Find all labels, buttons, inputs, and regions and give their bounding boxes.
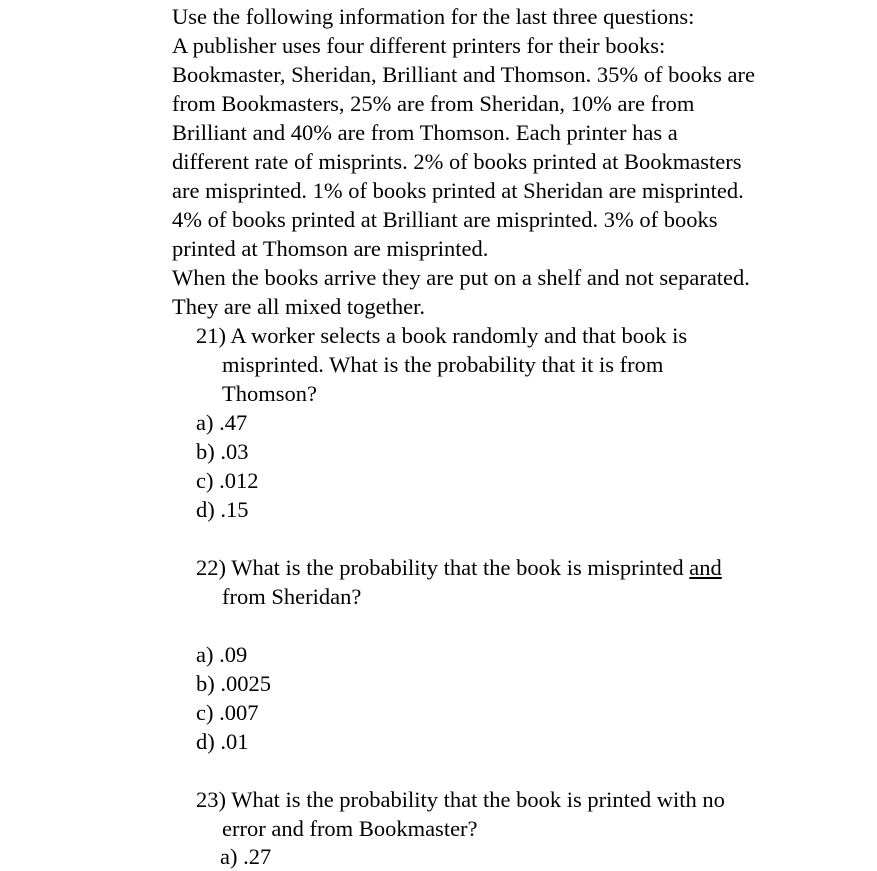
document-page — [172, 2, 862, 843]
choice-d: d) .01 — [196, 729, 249, 754]
question-21-choices — [196, 408, 862, 524]
question-22-choices — [196, 640, 862, 756]
intro-line: Bookmaster, Sheridan, Brilliant and Thomson. 35% of books are — [172, 62, 755, 87]
question-23-text — [196, 785, 862, 843]
intro-line: from Bookmasters, 25% are from Sheridan, 10% are from — [172, 91, 695, 116]
question-22-line: 22) What is the probability that the book is misprinted — [196, 555, 690, 580]
spacer — [172, 611, 862, 640]
choice-a: a) .09 — [196, 642, 248, 667]
intro-line: are misprinted. 1% of books printed at Sheridan are misprinted. — [172, 178, 744, 203]
choice-a: a) .47 — [196, 410, 248, 435]
question-21 — [196, 321, 862, 408]
question-23-line: 23) What is the probability that the book is printed with no — [196, 787, 725, 812]
spacer — [172, 524, 862, 553]
question-21-text — [196, 321, 862, 408]
question-21-line: misprinted. What is the probability that it is from — [222, 352, 664, 377]
choice-b: b) .0025 — [196, 671, 271, 696]
choice-b: b) .03 — [196, 439, 249, 464]
question-22 — [196, 553, 862, 611]
intro-line: A publisher uses four different printers for their books: — [172, 33, 666, 58]
question-23-line: error and from Bookmaster? — [222, 816, 478, 841]
intro-line: They are all mixed together. — [172, 294, 426, 319]
choice-a-partial: a) .27 — [220, 844, 272, 869]
intro-line: different rate of misprints. 2% of books printed at Bookmasters — [172, 149, 742, 174]
choice-d: d) .15 — [196, 497, 249, 522]
question-22-line: from Sheridan? — [222, 584, 362, 609]
choice-c: c) .007 — [196, 700, 259, 725]
intro-paragraph — [172, 2, 862, 321]
question-23 — [196, 785, 862, 843]
intro-line: When the books arrive they are put on a shelf and not separated. — [172, 265, 750, 290]
question-22-text — [196, 553, 862, 611]
intro-line: 4% of books printed at Brilliant are misprinted. 3% of books — [172, 207, 718, 232]
underlined-and: and — [689, 555, 722, 580]
choice-c: c) .012 — [196, 468, 259, 493]
intro-line: Use the following information for the last three questions: — [172, 4, 695, 29]
question-21-line: Thomson? — [222, 381, 317, 406]
question-21-line: 21) A worker selects a book randomly and that book is — [196, 323, 688, 348]
intro-line: printed at Thomson are misprinted. — [172, 236, 489, 261]
spacer — [172, 756, 862, 785]
intro-line: Brilliant and 40% are from Thomson. Each printer has a — [172, 120, 678, 145]
